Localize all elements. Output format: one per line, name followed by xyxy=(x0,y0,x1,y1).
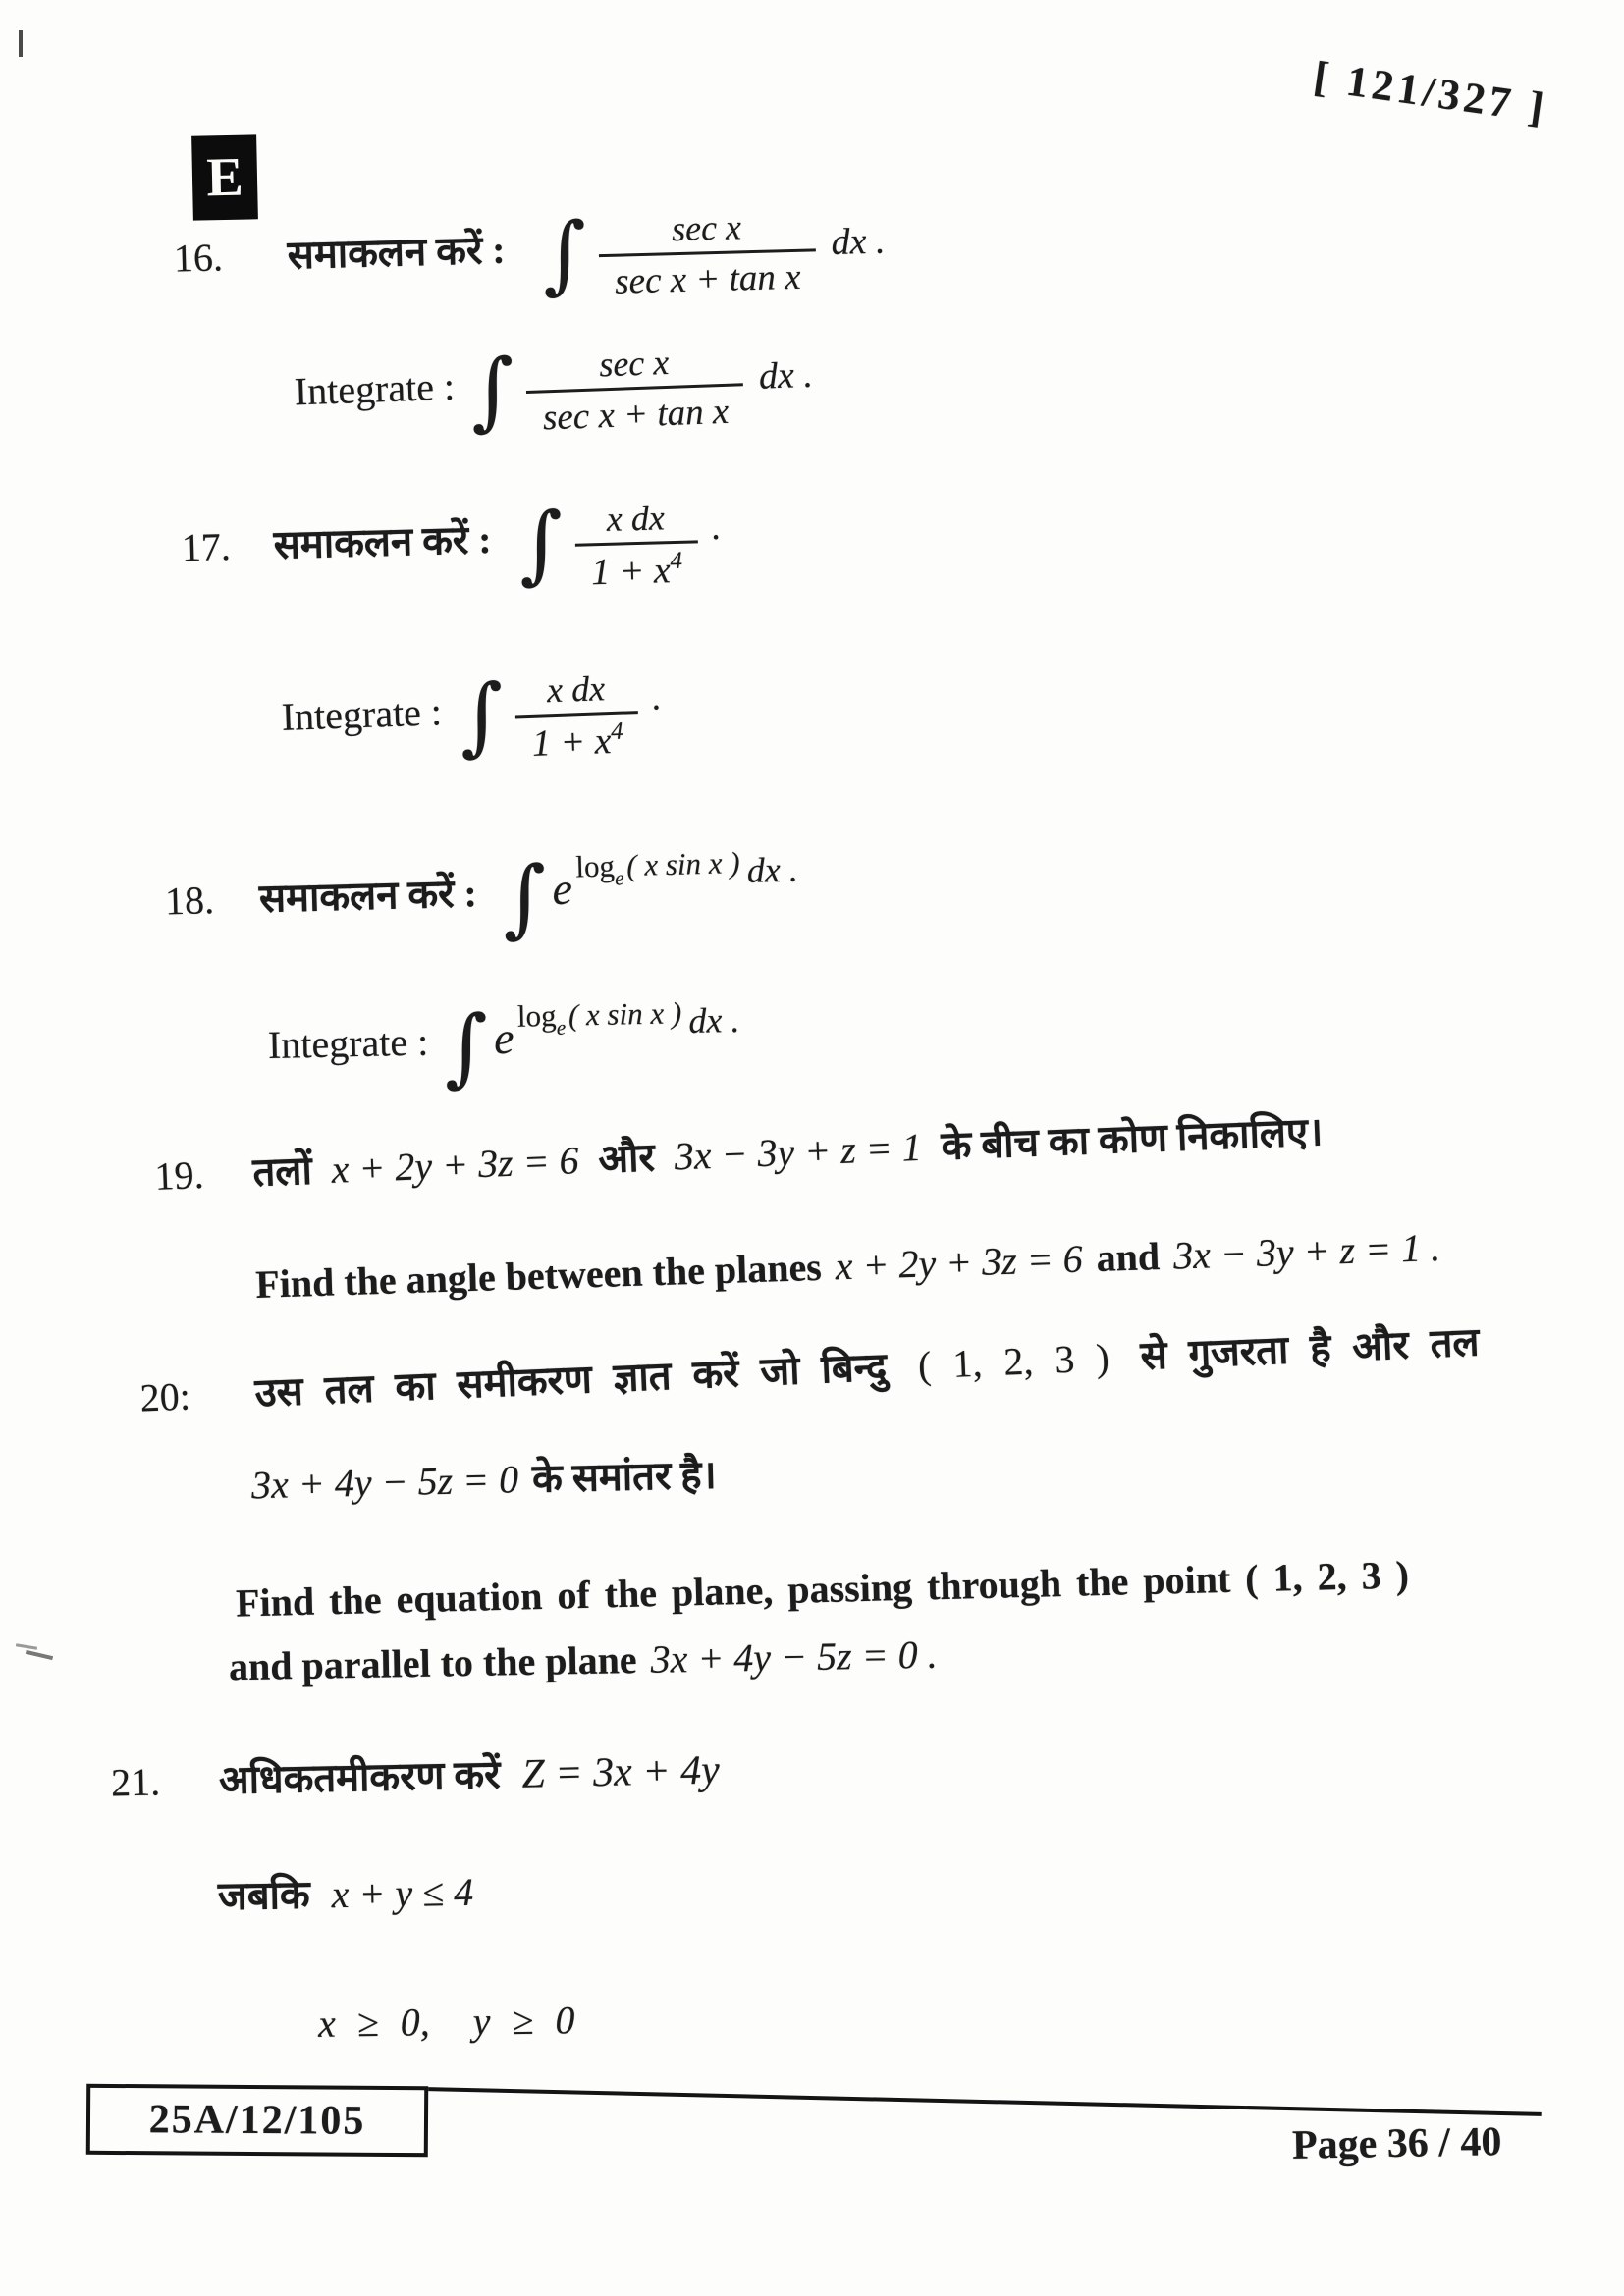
q18-exponent xyxy=(575,845,740,891)
q18-exponent-log: log xyxy=(574,848,616,884)
q20-english-line2-pre: and parallel to the plane xyxy=(228,1637,637,1689)
q18-exponent-log-base: e xyxy=(556,1015,567,1040)
q17-english-line xyxy=(280,666,663,774)
q21-line xyxy=(110,1741,720,1808)
q18-differential: dx . xyxy=(687,999,740,1041)
q17-english-prompt: Integrate : xyxy=(280,689,443,739)
q17-fraction-english xyxy=(514,667,639,766)
q17-fraction-denominator xyxy=(515,711,640,766)
q20-point: ( 1, 2, 3 ) xyxy=(917,1335,1110,1388)
q18-english-prompt: Integrate : xyxy=(267,1019,429,1068)
q18-hindi-line xyxy=(164,844,799,948)
paper-ref-number: [ 121/327 ] xyxy=(1311,51,1551,133)
q17-hindi-prompt: समाकलन करें : xyxy=(273,517,493,567)
scan-artifact-mark xyxy=(16,1643,37,1649)
booklet-code: 25A/12/105 xyxy=(148,2097,366,2144)
q16-fraction-english xyxy=(524,339,745,440)
integral-sign: ∫ xyxy=(468,341,516,442)
q21-constraint2: x ≥ 0, y ≥ 0 xyxy=(317,1998,575,2046)
q16-fraction-denominator: sec x + tan x xyxy=(526,383,745,440)
q16-differential: dx . xyxy=(831,220,887,264)
q19-english-line xyxy=(255,1224,1441,1308)
q21-number: 21. xyxy=(110,1759,161,1805)
q21-nonnegativity-line xyxy=(318,1997,575,2047)
q20-number: 20: xyxy=(138,1373,191,1420)
integral-sign: ∫ xyxy=(517,495,565,595)
q16-english-prompt: Integrate : xyxy=(294,363,456,414)
q17-fraction-numerator: x dx xyxy=(606,498,666,539)
integral-sign: ∫ xyxy=(541,204,588,304)
scan-artifact-tick xyxy=(19,30,23,57)
q18-exponent-argument: ( x sin x ) xyxy=(568,995,682,1033)
set-code-badge xyxy=(191,134,258,220)
q16-fraction-denominator: sec x + tan x xyxy=(598,248,817,303)
q18-exponent-argument: ( x sin x ) xyxy=(625,845,741,883)
booklet-code-box xyxy=(86,2084,428,2157)
q18-exponent xyxy=(517,995,682,1041)
q19-english-conjunction: and xyxy=(1095,1234,1161,1281)
q20-plane-equation: 3x + 4y − 5z = 0 xyxy=(250,1457,519,1508)
q20-hindi-line1 xyxy=(138,1312,1480,1422)
q16-differential: dx . xyxy=(758,353,814,398)
q21-objective-function: Z = 3x + 4y xyxy=(520,1747,721,1797)
q19-plane2-equation: 3x − 3y + z = 1 xyxy=(673,1124,923,1179)
integral-sign: ∫ xyxy=(458,666,506,767)
q18-differential: dx . xyxy=(746,849,799,890)
q16-hindi-prompt: समाकलन करें : xyxy=(287,227,507,278)
q17-trailing-dot: . xyxy=(710,506,722,549)
q17-number: 17. xyxy=(181,524,232,570)
q17-fraction xyxy=(573,496,699,594)
q20-english-line2 xyxy=(229,1631,938,1690)
q17-fraction-numerator: x dx xyxy=(546,668,606,711)
q20-hindi-line1-post: से गुजरता है और तल xyxy=(1139,1319,1481,1378)
q17-denominator-exponent: 4 xyxy=(670,547,683,575)
q19-hindi-pre: तलों xyxy=(251,1148,313,1195)
q19-hindi-post: के बीच का कोण निकालिए। xyxy=(940,1109,1325,1169)
q19-hindi-conjunction: और xyxy=(597,1135,656,1182)
q20-plane-equation-period: 3x + 4y − 5z = 0 . xyxy=(650,1631,938,1682)
q16-fraction-numerator: sec x xyxy=(598,342,670,385)
q19-number: 19. xyxy=(153,1151,205,1199)
q17-denominator-exponent: 4 xyxy=(610,718,624,746)
q21-subject-line xyxy=(218,1863,474,1922)
q19-plane2-equation: 3x − 3y + z = 1 . xyxy=(1172,1225,1441,1278)
q18-euler-base: e xyxy=(493,1012,514,1064)
q18-english-line xyxy=(267,994,740,1097)
q18-exponent-log: log xyxy=(516,997,557,1034)
scan-artifact-mark xyxy=(26,1650,53,1660)
q20-hindi-line1-pre: उस तल का समीकरण ज्ञात करें जो बिन्दु xyxy=(253,1344,889,1415)
q17-hindi-line xyxy=(181,496,722,605)
q21-hindi-prompt: अधिकतमीकरण करें xyxy=(218,1752,501,1803)
q17-denominator-base: 1 + x xyxy=(590,550,672,594)
set-code-letter: E xyxy=(205,146,244,209)
q16-hindi-line xyxy=(173,203,887,315)
page-indicator: Page 36 / 40 xyxy=(1291,2119,1502,2168)
q19-hindi-line xyxy=(153,1102,1324,1201)
footer-rule xyxy=(422,2087,1542,2116)
q21-constraint1: x + y ≤ 4 xyxy=(331,1869,474,1917)
integral-sign: ∫ xyxy=(501,848,548,948)
q16-number: 16. xyxy=(173,235,224,281)
q17-denominator-base: 1 + x xyxy=(531,721,613,765)
q17-trailing-dot: . xyxy=(650,676,662,719)
q20-english-line1 xyxy=(236,1551,1410,1626)
q17-fraction-denominator xyxy=(574,540,698,594)
q20-hindi-line2 xyxy=(250,1446,717,1511)
q21-hindi-subject-to: जबकि xyxy=(217,1872,311,1919)
q16-fraction-numerator: sec x xyxy=(671,207,742,249)
q18-euler-base: e xyxy=(551,863,573,915)
q18-exponent-log-base: e xyxy=(614,866,624,890)
q19-plane1-equation: x + 2y + 3z = 6 xyxy=(834,1236,1084,1289)
q18-number: 18. xyxy=(164,878,215,924)
q19-english-pre: Find the angle between the planes xyxy=(254,1244,823,1307)
q19-plane1-equation: x + 2y + 3z = 6 xyxy=(330,1138,580,1192)
q16-english-line xyxy=(294,337,815,448)
q18-hindi-prompt: समाकलन करें : xyxy=(258,871,478,921)
integral-sign: ∫ xyxy=(443,997,490,1097)
q20-english-line1: Find the equation of the plane, passing through the point ( 1, 2, 3 ) xyxy=(235,1552,1410,1626)
q20-hindi-line2-post: के समांतर है। xyxy=(531,1452,718,1501)
q16-fraction xyxy=(597,204,817,303)
